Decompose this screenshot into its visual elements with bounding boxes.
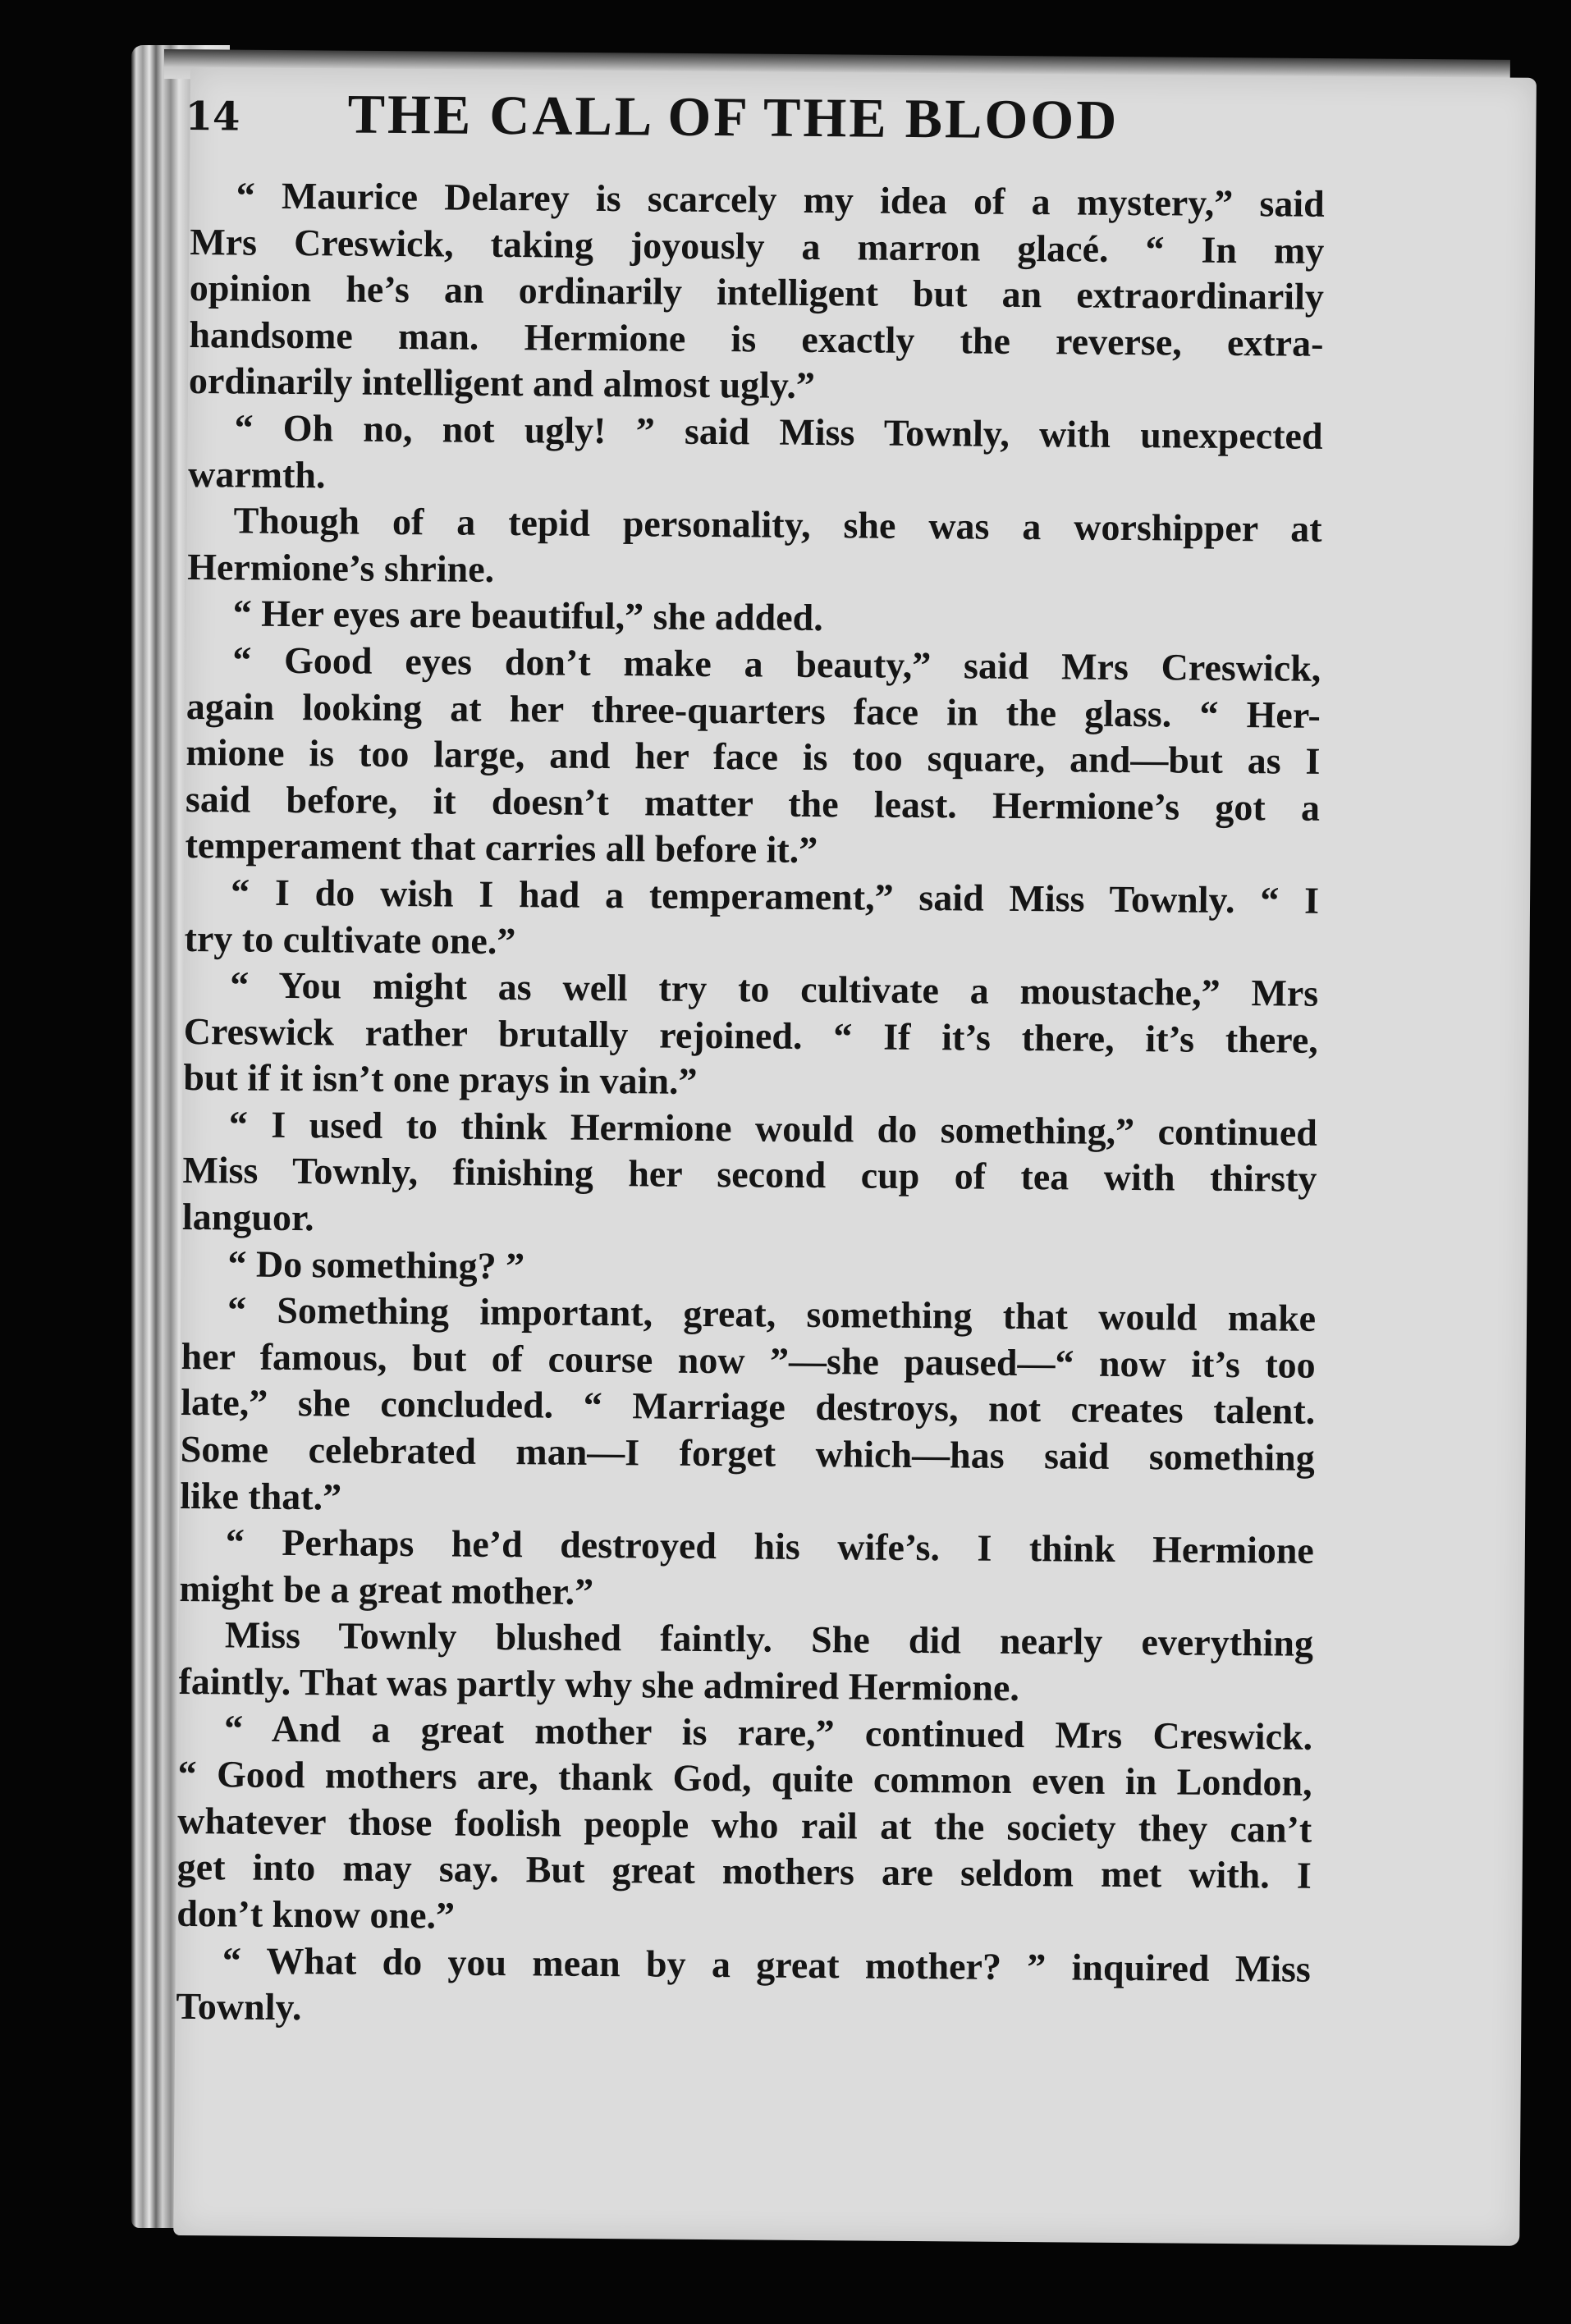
page-header bbox=[185, 79, 1318, 162]
text-line: whatever those foolish people who rail at the society they can’t bbox=[177, 1799, 1312, 1851]
text-line: faintly. That was partly why she admired Hermione. bbox=[178, 1659, 1020, 1709]
text-line: ordinarily intelligent and almost ugly.” bbox=[188, 359, 816, 407]
text-line: “ You might as well try to cultivate a moustache,” Mrs bbox=[230, 963, 1319, 1014]
text-line: “ Maurice Delarey is scarcely my idea of a mystery,” said bbox=[236, 174, 1325, 225]
text-line: “ Good mothers are, thank God, quite common even in London, bbox=[177, 1753, 1312, 1804]
text-line: “ I do wish I had a temperament,” said Miss Townly. “ I bbox=[230, 871, 1320, 922]
text-line: “ Perhaps he’d destroyed his wife’s. I think Hermione bbox=[225, 1521, 1315, 1572]
text-line: mione is too large, and her face is too square, and—but as I bbox=[185, 731, 1321, 782]
text-line: “ And a great mother is rare,” continued Mrs Creswick. bbox=[223, 1706, 1313, 1758]
text-line: warmth. bbox=[187, 452, 326, 496]
text-line: get into may say. But great mothers are seldom met with. I bbox=[176, 1846, 1312, 1897]
text-line: try to cultivate one.” bbox=[184, 917, 516, 962]
text-line: languor. bbox=[181, 1196, 314, 1239]
text-line: Creswick rather brutally rejoined. “ If it’s there, it’s there, bbox=[183, 1009, 1318, 1061]
text-line: temperament that carries all before it.” bbox=[185, 824, 818, 872]
text-line: Mrs Creswick, taking joyously a marron glacé. “ In my bbox=[190, 220, 1325, 272]
text-line: opinion he’s an ordinarily intelligent but an extraordinarily bbox=[189, 267, 1325, 318]
body-text bbox=[176, 172, 1325, 2039]
text-line: “ Do something? ” bbox=[227, 1242, 525, 1287]
text-line: again looking at her three-quarters face in the glass. “ Her- bbox=[185, 684, 1321, 736]
text-line: “ Oh no, not ugly! ” said Miss Townly, with unexpected bbox=[234, 406, 1323, 457]
text-line: Miss Townly blushed faintly. She did nearly everything bbox=[224, 1613, 1314, 1665]
text-line: Townly. bbox=[176, 1985, 302, 2029]
text-line: but if it isn’t one prays in vain.” bbox=[183, 1056, 698, 1103]
text-line: like that.” bbox=[180, 1474, 342, 1518]
text-line: Some celebrated man—I forget which—has said something bbox=[180, 1427, 1315, 1479]
text-line: “ What do you mean by a great mother? ” inquired Miss bbox=[222, 1938, 1312, 1990]
text-line: handsome man. Hermione is exactly the reverse, extra- bbox=[189, 313, 1324, 364]
text-line: Miss Townly, finishing her second cup of tea with thirsty bbox=[182, 1149, 1317, 1201]
text-line: “ Her eyes are beautiful,” she added. bbox=[232, 592, 823, 639]
text-line: said before, it doesn’t matter the least. Hermione’s got a bbox=[185, 777, 1321, 829]
text-line: her famous, but of course now ”—she paused—“ now it’s too bbox=[181, 1334, 1316, 1386]
text-line: “ Good eyes don’t make a beauty,” said Mrs Creswick, bbox=[232, 638, 1321, 689]
page-number: 14 bbox=[185, 93, 240, 140]
text-line: don’t know one.” bbox=[176, 1892, 456, 1937]
text-line: might be a great mother.” bbox=[179, 1567, 594, 1613]
text-line: late,” she concluded. “ Marriage destroys, not creates talent. bbox=[181, 1381, 1316, 1433]
text-line: “ Something important, great, something that would make bbox=[227, 1288, 1317, 1340]
text-line: Hermione’s shrine. bbox=[187, 545, 495, 590]
running-title: THE CALL OF THE BLOOD bbox=[347, 82, 1120, 151]
text-line: “ I used to think Hermione would do something,” continued bbox=[228, 1103, 1318, 1154]
text-line: Though of a tepid personality, she was a worshipper at bbox=[233, 499, 1322, 550]
